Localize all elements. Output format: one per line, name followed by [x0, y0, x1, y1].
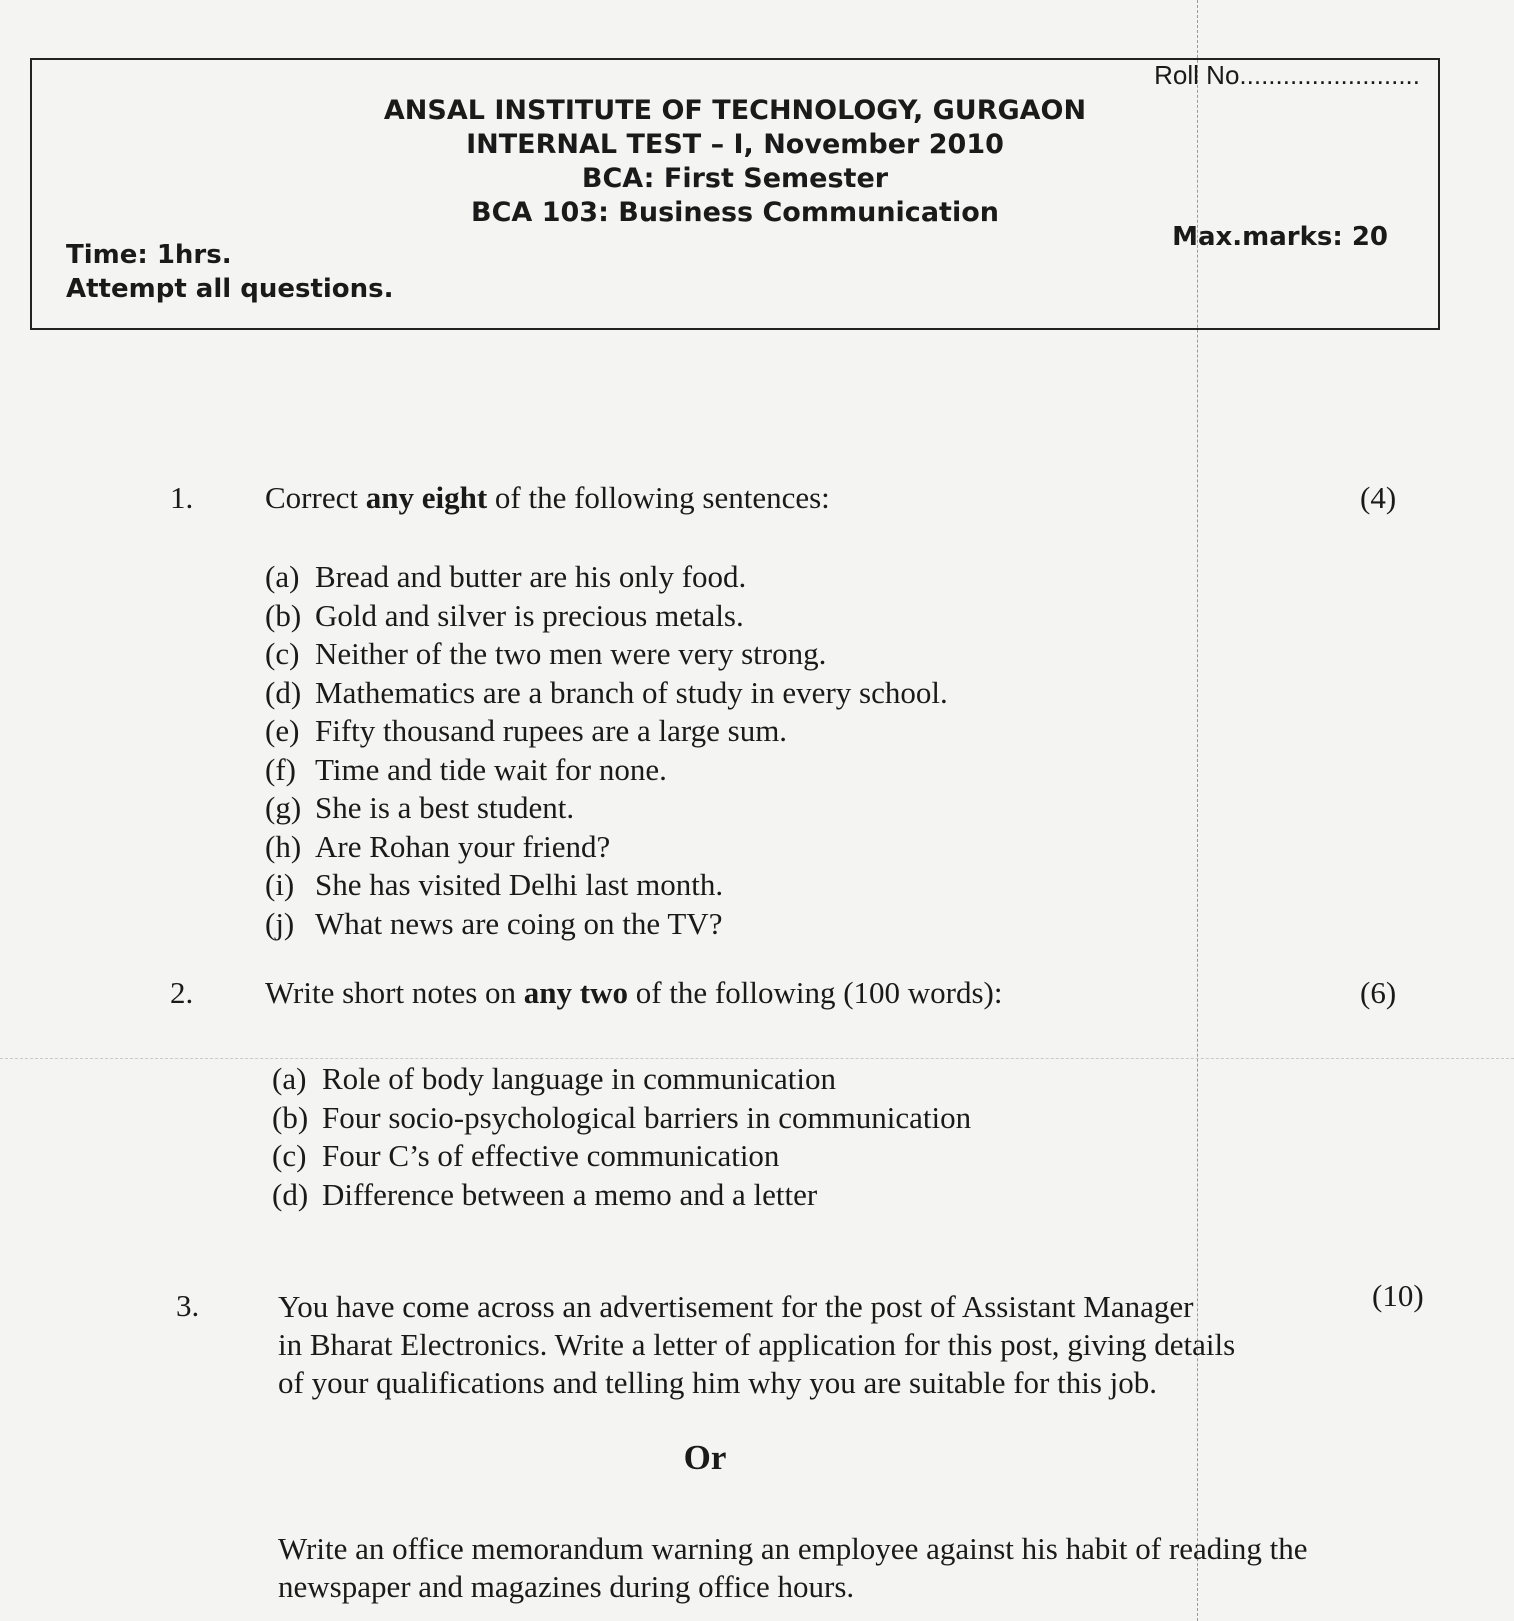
item-text: Difference between a memo and a letter — [322, 1176, 818, 1212]
list-item — [265, 597, 948, 636]
list-item — [265, 828, 948, 867]
list-item — [272, 1176, 971, 1215]
question-line: of your qualifications and telling him why you are suitable for this job. — [278, 1365, 1158, 1400]
item-text: Time and tide wait for none. — [315, 751, 667, 787]
list-item — [265, 712, 948, 751]
course-name: BCA 103: Business Communication — [471, 197, 999, 228]
item-text: Bread and butter are his only food. — [315, 559, 747, 594]
instruction-text: Attempt all questions. — [66, 274, 394, 304]
item-text: What news are coing on the TV? — [315, 905, 723, 941]
question-text-part: of the following (100 words): — [627, 975, 1003, 1010]
question-2-items — [272, 1060, 971, 1214]
question-text-part: Write short notes on — [265, 975, 524, 1010]
item-text: Four C’s of effective communication — [322, 1138, 780, 1173]
program-name: BCA: First Semester — [581, 163, 889, 194]
list-item — [265, 905, 948, 944]
item-text: Are Rohan your friend? — [315, 828, 611, 864]
question-marks: (10) — [1372, 1278, 1424, 1313]
item-label: (c) — [272, 1138, 307, 1173]
item-label: (h) — [265, 828, 302, 864]
item-label: (i) — [265, 867, 295, 902]
item-label: (b) — [265, 597, 302, 633]
institute-name: ANSAL INSTITUTE OF TECHNOLOGY, GURGAON — [383, 95, 1087, 126]
question-text-bold: any two — [523, 975, 628, 1010]
item-label: (d) — [265, 674, 302, 710]
paper-fold-horizontal — [0, 1058, 1514, 1059]
question-text — [265, 480, 830, 516]
item-text: Neither of the two men were very strong. — [315, 636, 827, 671]
exam-title-block — [32, 94, 1438, 230]
time-instructions — [66, 238, 394, 306]
time-allowed: Time: 1hrs. — [66, 240, 232, 270]
test-name: INTERNAL TEST – I, November 2010 — [466, 129, 1004, 160]
item-text: Role of body language in communication — [322, 1061, 836, 1096]
list-item — [265, 751, 948, 790]
item-label: (a) — [265, 559, 300, 594]
or-separator: Or — [683, 1438, 727, 1477]
item-label: (b) — [272, 1099, 309, 1135]
item-text: She is a best student. — [315, 790, 575, 825]
question-marks: (4) — [1360, 480, 1397, 515]
question-marks: (6) — [1360, 975, 1397, 1010]
question-number: 1. — [170, 480, 194, 515]
item-label: (d) — [272, 1176, 309, 1212]
question-3-alternative — [278, 1530, 1398, 1606]
item-text: She has visited Delhi last month. — [315, 867, 724, 902]
roll-number-field: Roll No......................... — [1154, 60, 1420, 90]
max-marks: Max.marks: 20 — [1172, 222, 1388, 252]
item-text: Mathematics are a branch of study in every school. — [315, 674, 948, 710]
question-line: You have come across an advertisement for the post of Assistant Manager — [278, 1289, 1194, 1324]
question-text-bold: any eight — [365, 480, 488, 515]
list-item — [265, 674, 948, 713]
list-item — [272, 1099, 971, 1138]
question-text-part: Correct — [265, 480, 366, 515]
item-label: (j) — [265, 905, 295, 941]
question-line: newspaper and magazines during office hours. — [278, 1569, 855, 1604]
list-item — [265, 866, 948, 905]
question-text — [265, 975, 1003, 1011]
item-label: (g) — [265, 790, 302, 825]
item-label: (a) — [272, 1061, 307, 1096]
question-line: Write an office memorandum warning an employee against his habit of reading the — [278, 1531, 1308, 1566]
question-1-items — [265, 558, 948, 943]
list-item — [272, 1060, 971, 1099]
question-3-text — [278, 1288, 1398, 1402]
item-label: (f) — [265, 751, 296, 787]
question-line: in Bharat Electronics. Write a letter of application for this post, giving details — [278, 1327, 1236, 1362]
list-item — [272, 1137, 971, 1176]
exam-header-box — [30, 58, 1440, 330]
list-item — [265, 635, 948, 674]
item-text: Gold and silver is precious metals. — [315, 597, 744, 633]
question-text-part: of the following sentences: — [487, 480, 830, 515]
list-item — [265, 558, 948, 597]
item-text: Fifty thousand rupees are a large sum. — [315, 713, 788, 748]
item-text: Four socio-psychological barriers in communication — [322, 1099, 972, 1135]
list-item — [265, 789, 948, 828]
question-number: 2. — [170, 975, 194, 1010]
item-label: (e) — [265, 713, 300, 748]
question-number: 3. — [176, 1288, 200, 1323]
item-label: (c) — [265, 636, 300, 671]
